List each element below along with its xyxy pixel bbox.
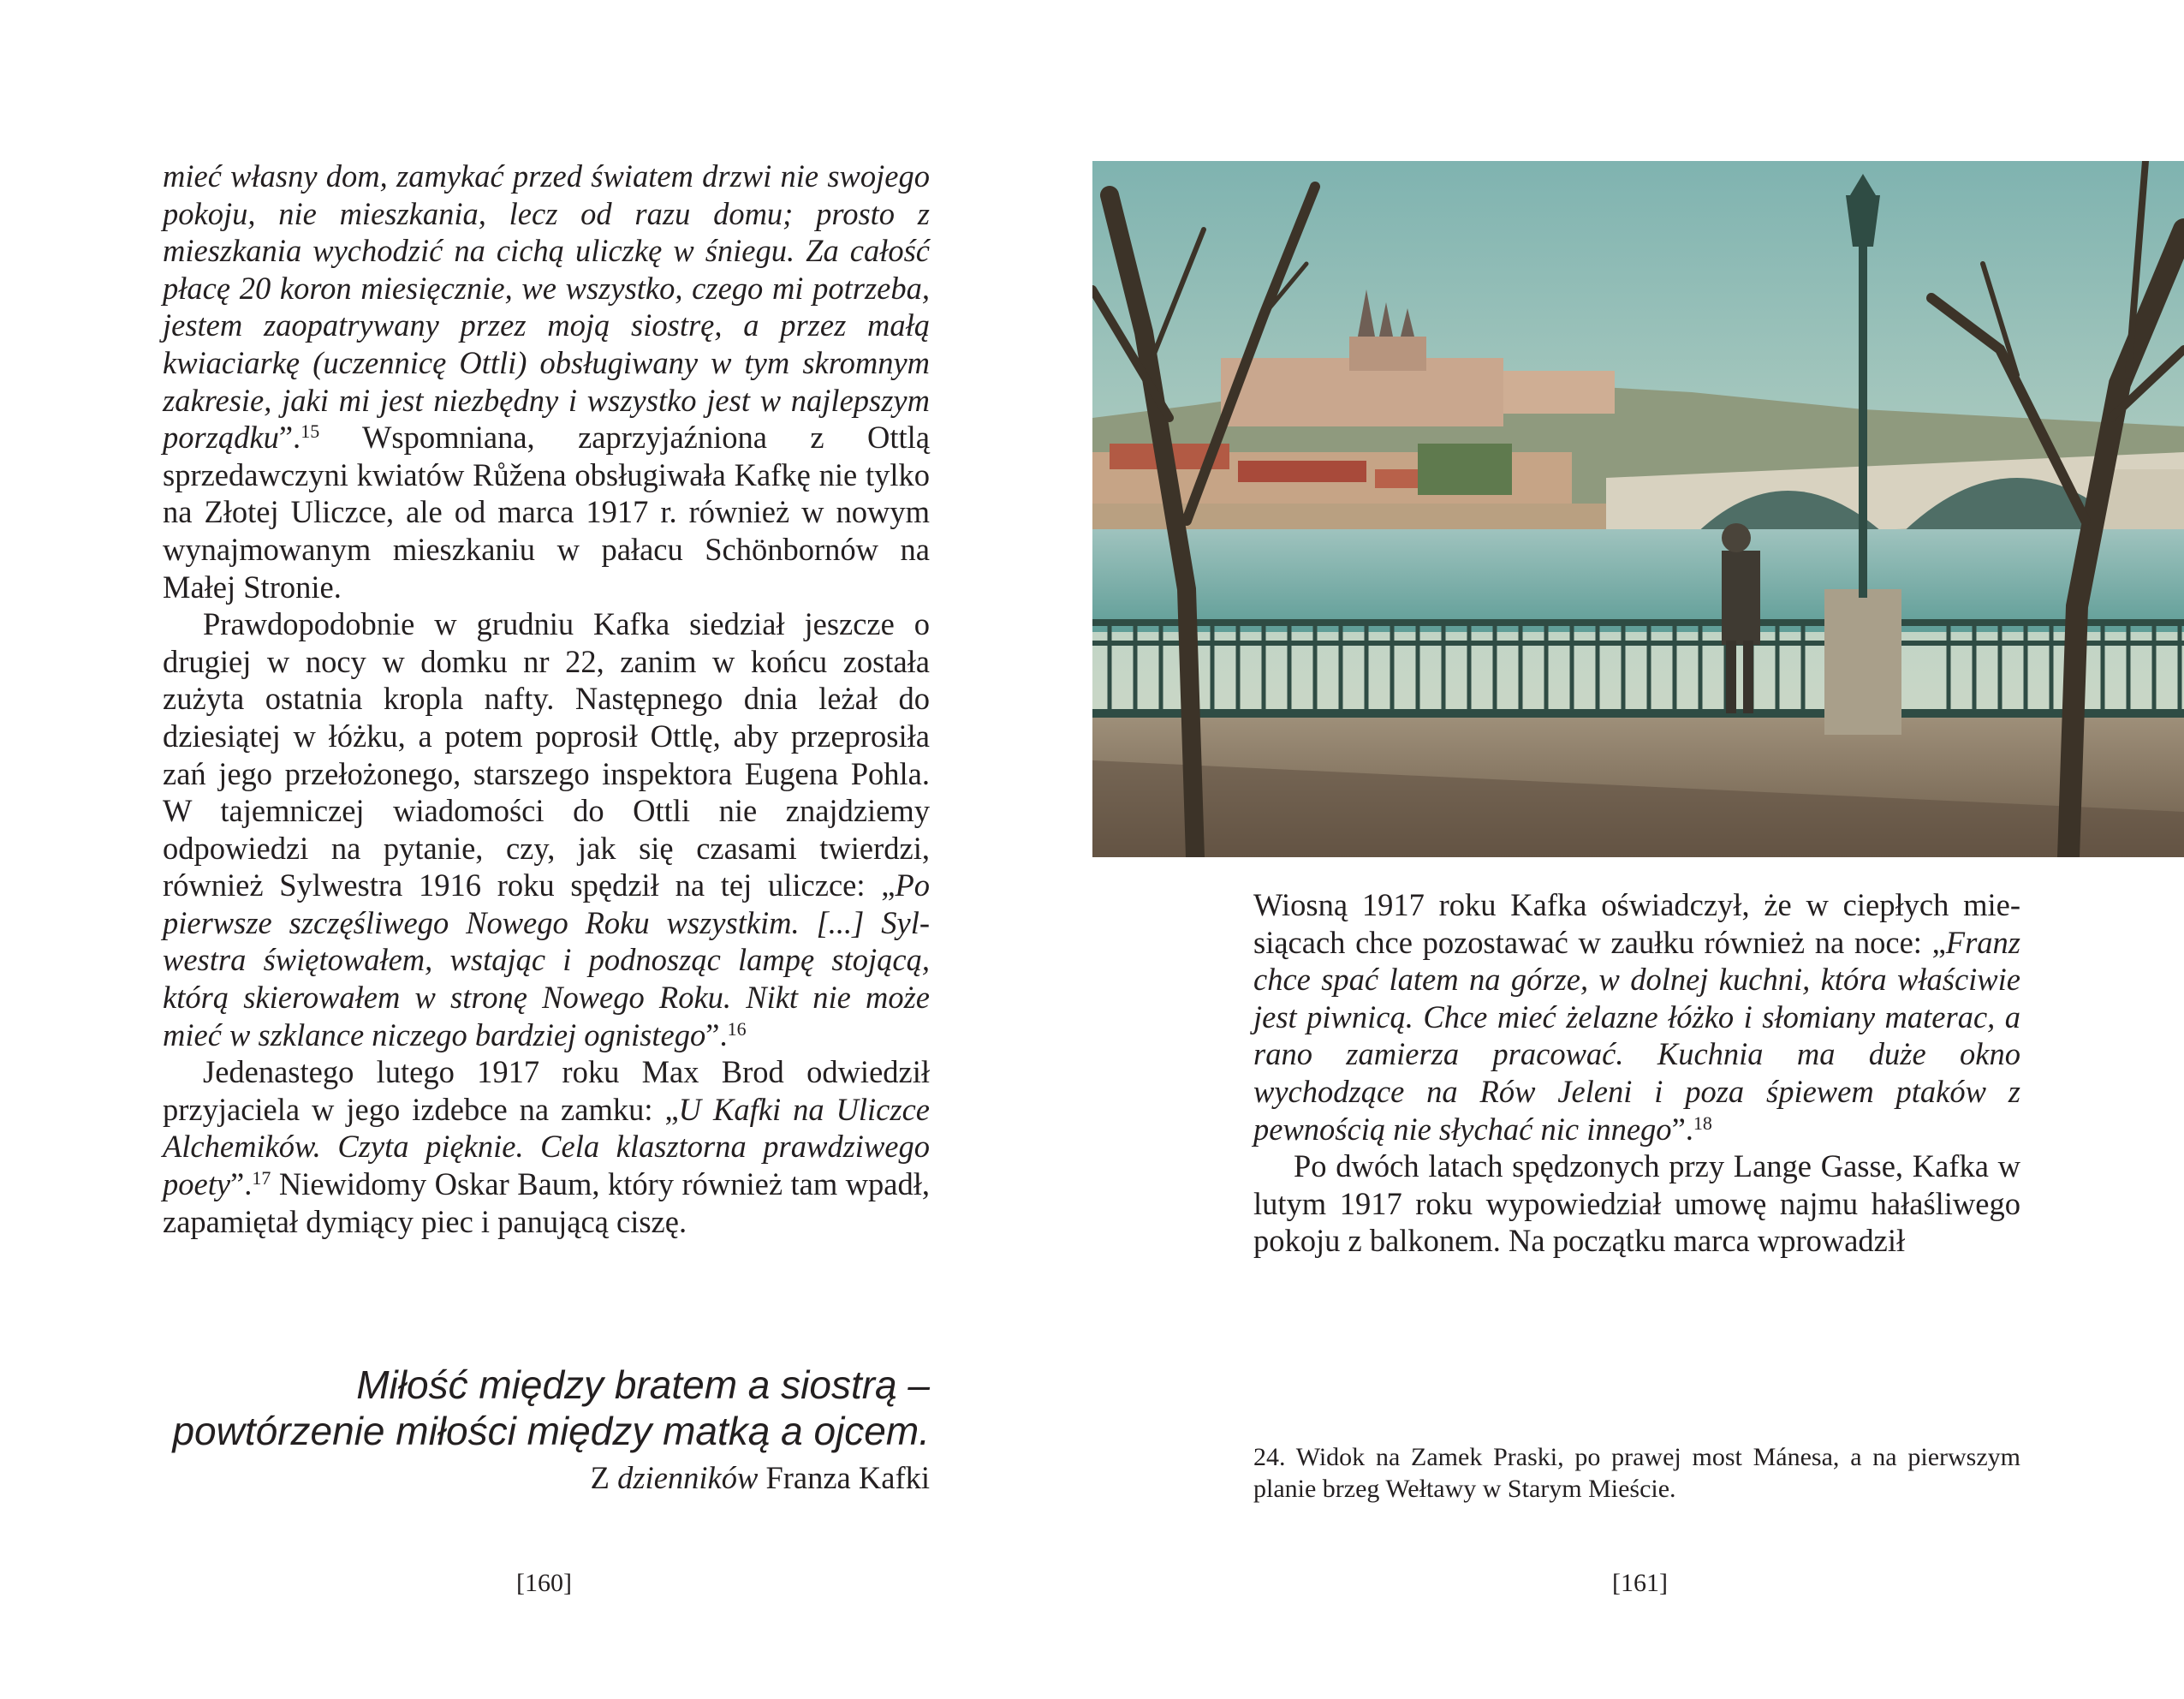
text-run: ”. [230,1166,253,1202]
photo-caption: 24. Widok na Zamek Praski, po prawej most Mánesa, a na pierwszym planie brzeg Wełtawy w Starym Mieście. [1253,1443,2020,1503]
quoted-text: Po pierwsze szczęśliwego Nowego Roku wszystkim. [...] Sylwestra świętowałem, wstając i podnosząc lampę stojącą, którą skierowałem w stronę Nowego Roku. Nikt nie może mieć w szklance niczego bardziej ognistego [163,867,930,1052]
footnote-ref: 17 [252,1167,271,1189]
quoted-text: U Kafki na Uliczce Alchemików. Czyta pięknie. Cela klasztorna prawdziwego poety [163,1091,930,1202]
epigraph-quote-line-1: Miłość między bratem a siostrą – [356,1362,930,1407]
paragraph [163,158,930,605]
text-run: Po dwóch latach spędzonych przy Lange Gasse, Kafka w lutym 1917 roku wypowiedział umowę najmu hałaśliwego pokoju z balkonem. Na początku marca wprowadził [1253,1148,2020,1259]
footnote-ref: 16 [727,1017,747,1040]
left-page-body-text [163,158,930,1240]
text-run: Prawdopodobnie w grudniu Kafka siedział jeszcze o drugiej w nocy w domku nr 22, zanim w końcu została zużyta ostatnia kropla nafty. Następnego dnia leżał do dziesiątej w łóżku, a potem poprosił Ottlę, aby przeprosiła zań jego przełożonego, starszego inspektora Eugena Pohla. W tajemniczej wiadomości do Ottli nie znajdziemy odpowiedzi na pytanie, czy, jak się czasami twierdzi, również Sylwestra 1916 roku spędził na tej uliczce: „ [163,606,930,903]
text-run: ”. [1671,1111,1693,1147]
text-run: ”. [705,1016,728,1052]
epigraph-source [128,1458,930,1499]
right-page-body-text [1253,886,2020,1260]
text-run: Wiosną 1917 roku Kafka oświadczył, że w ciepłych miesiącach chce pozostawać w zaułku również na noce: „ [1253,887,2020,960]
epigraph [128,1362,930,1499]
paragraph [1253,1148,2020,1260]
text-run: ”. [278,420,301,456]
quoted-text: Franz chce spać latem na górze, w dolnej kuchni, która właściwie jest piwnicą. Chce mieć żelazne łóżko i słomiany materac, a rano zamierza pracować. Kuchnia ma duże okno wychodzące na Rów Jeleni i poza śpiewem ptaków z pewnością nie słychać nic innego [1253,924,2020,1147]
text-run: Wspomniana, zaprzyjaźniona z Ottlą sprzedawczyni kwiatów Růžena obsługiwała Kafkę nie tylko na Złotej Uliczce, ale od marca 1917 r. również w nowym wynajmowanym mieszkaniu w pałacu Schönbornów na Małej Stronie. [163,420,930,605]
epigraph-source-title: dzienników [617,1460,759,1495]
footnote-ref: 15 [301,420,320,443]
page-number-left: [160] [516,1569,572,1597]
epigraph-source-prefix: Z [590,1460,618,1495]
text-run: Niewidomy Oskar Baum, który również tam wpadł, zapamiętał dymiący piec i panującą ciszę. [163,1166,930,1239]
epigraph-source-author: Franza Kafki [758,1460,930,1495]
page-number-right: [161] [1612,1569,1668,1597]
paragraph [163,1053,930,1240]
right-page [1092,0,2184,1699]
quoted-text: mieć własny dom, zamykać przed światem drzwi nie swojego pokoju, nie mieszkania, lecz od razu domu; prosto z mieszkania wychodzić na cichą uliczkę w śniegu. Za całość płacę 20 koron miesięcznie, we wszystko, czego mi potrzeba, jestem zaopatrywany przez moją siostrę, a przez małą kwiaciarkę (uczennicę Ottli) obsługiwany w tym skromnym zakresie, jaki mi jest niezbędny i wszystko jest w najlepszym porządku [163,158,930,456]
paragraph [1253,886,2020,1148]
epigraph-quote-line-2: powtórzenie miłości między matką a ojcem. [172,1409,930,1453]
text-run: Jedenastego lutego 1917 roku Max Brod odwiedził przyjaciela w jego izdebce na zamku: „ [163,1054,930,1127]
footnote-ref: 18 [1693,1112,1712,1134]
paragraph [163,605,930,1053]
